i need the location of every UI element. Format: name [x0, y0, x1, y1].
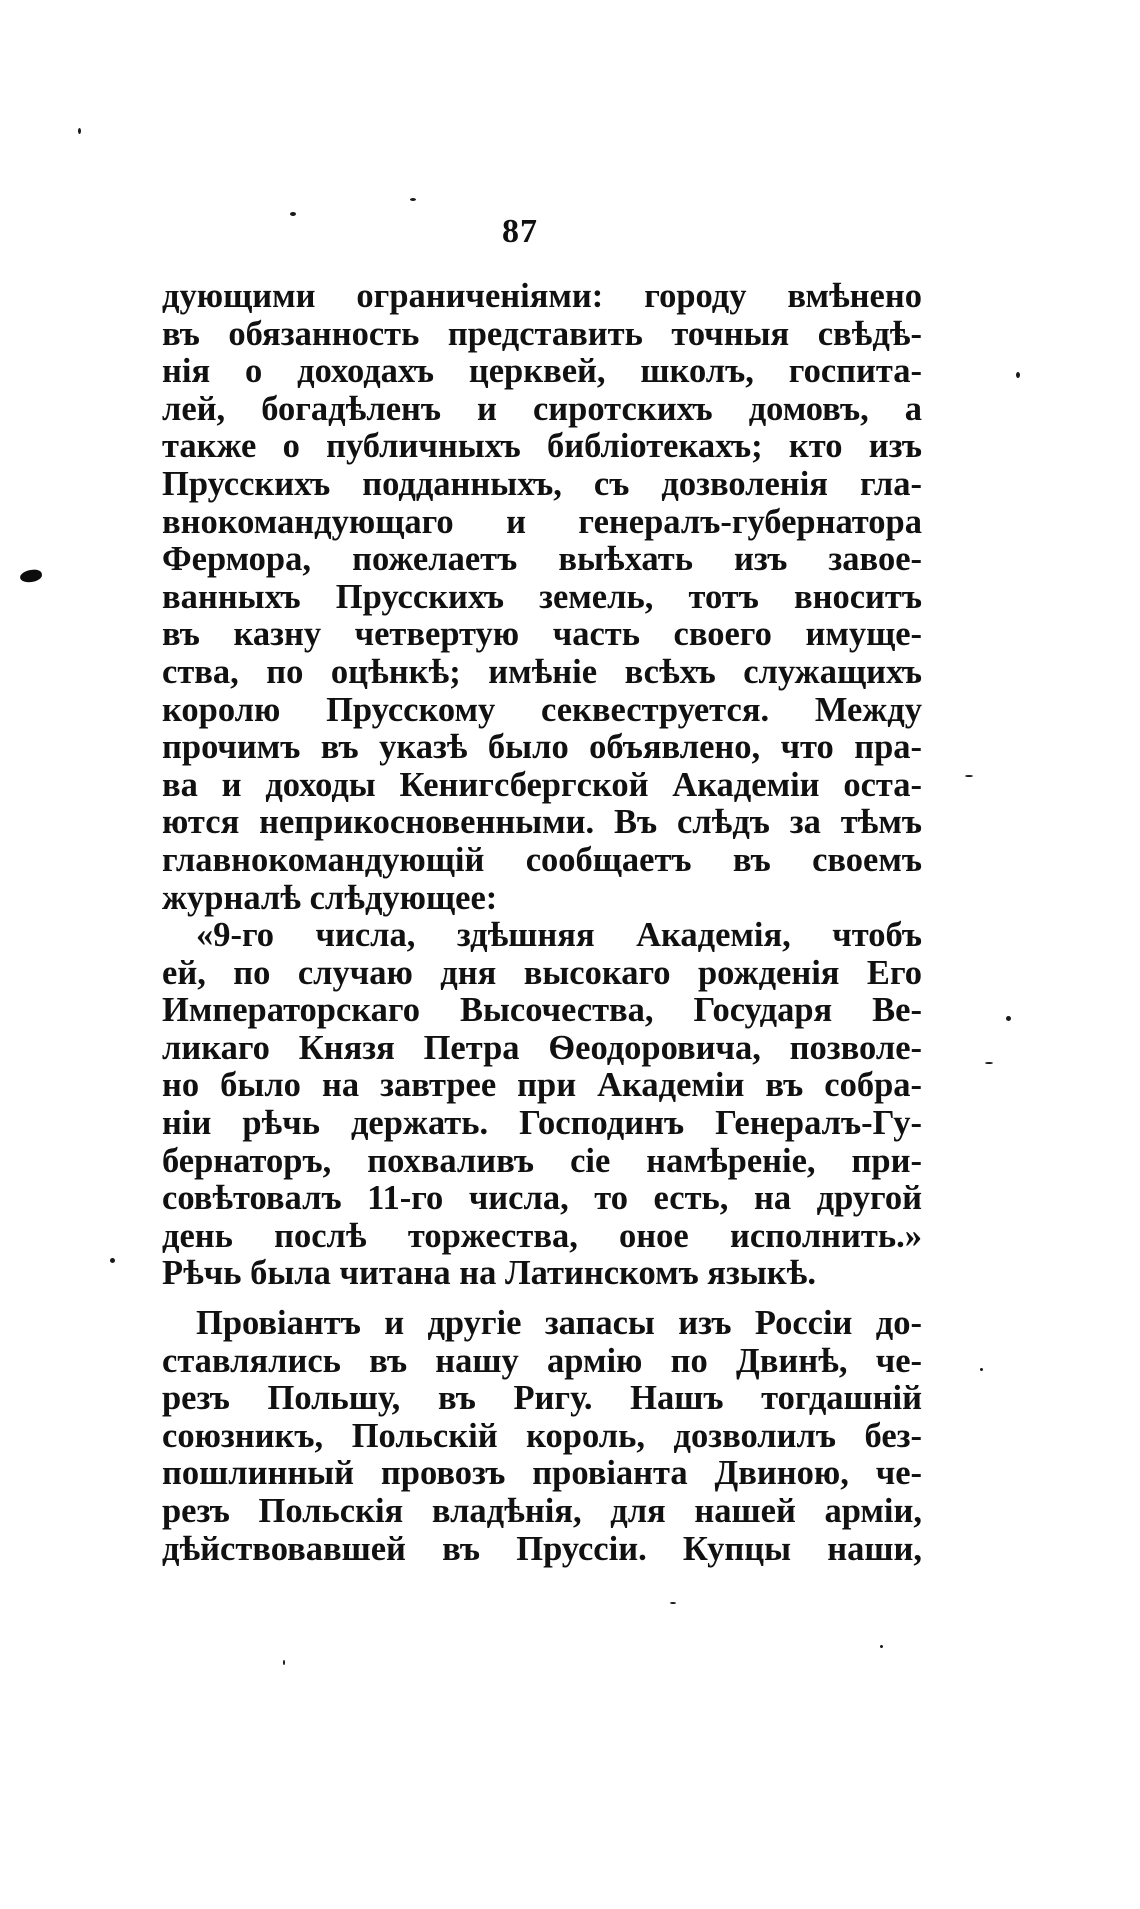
- text-line: журналѣ слѣдующее:: [162, 878, 498, 917]
- text-line: дующими ограниченіями: городу вмѣнено: [162, 277, 922, 315]
- scan-speck: [110, 1258, 115, 1263]
- scan-speck: [980, 1368, 983, 1371]
- text-line: ванныхъ Прусскихъ земель, тотъ вноситъ: [162, 577, 922, 616]
- paragraph-3: [162, 1305, 922, 1568]
- text-line: въ обязанность представить точныя свѣдѣ-: [162, 314, 922, 353]
- page-number: 87: [502, 213, 538, 250]
- text-line: лей, богадѣленъ и сиротскихъ домовъ, а: [162, 389, 922, 428]
- text-line: главнокомандующій сообщаетъ въ своемъ: [162, 840, 922, 879]
- text-line: резъ Польшу, въ Ригу. Нашъ тогдашній: [162, 1379, 922, 1418]
- ink-blot-mark: [19, 569, 42, 584]
- scan-speck: [290, 212, 296, 216]
- scan-speck: [985, 1062, 993, 1064]
- scan-speck: [965, 775, 973, 777]
- text-line: ніи рѣчь держать. Господинъ Генералъ-Гу-: [162, 1104, 922, 1143]
- text-line: ставлялись въ нашу армію по Двинѣ, че-: [162, 1341, 922, 1380]
- scan-speck: [1006, 1016, 1011, 1021]
- text-line: Провіантъ и другіе запасы изъ Россіи до-: [196, 1304, 922, 1343]
- text-line: нія о доходахъ церквей, школъ, госпита-: [162, 352, 922, 391]
- text-line: день послѣ торжества, оное исполнить.»: [162, 1216, 922, 1255]
- text-line: Прусскихъ подданныхъ, съ дозволенія гла-: [162, 464, 922, 503]
- paragraph-2-quotation: [162, 917, 922, 1293]
- text-line: совѣтовалъ 11-го числа, то есть, на другой: [162, 1179, 922, 1218]
- scan-speck: [1016, 372, 1020, 378]
- text-line: союзникъ, Польскій король, дозволилъ без-: [162, 1416, 922, 1455]
- text-line: Рѣчь была читана на Латинскомъ языкѣ.: [162, 1254, 816, 1293]
- text-line: ей, по случаю дня высокаго рожденія Его: [162, 953, 922, 992]
- paragraph-1: [162, 278, 922, 917]
- text-line: но было на завтрее при Академіи въ собра-: [162, 1066, 922, 1105]
- text-line: внокомандующаго и генералъ-губернатора: [162, 502, 922, 541]
- text-line: «9-го числа, здѣшняя Академія, чтобъ: [196, 916, 922, 955]
- text-line: ются неприкосновенными. Въ слѣдъ за тѣмъ: [162, 803, 922, 842]
- text-line: прочимъ въ указѣ было объявлено, что пра-: [162, 728, 922, 767]
- text-line: также о публичныхъ библіотекахъ; кто изъ: [162, 427, 922, 466]
- text-line: резъ Польскія владѣнія, для нашей арміи,: [162, 1492, 922, 1530]
- text-line: Фермора, пожелаетъ выѣхать изъ завое-: [162, 540, 922, 579]
- text-line: дѣйствовавшей въ Пруссіи. Купцы наши,: [162, 1529, 922, 1568]
- text-line: королю Прусскому секвеструется. Между: [162, 690, 922, 729]
- text-line: Императорскаго Высочества, Государя Ве-: [162, 991, 922, 1030]
- scan-speck: [880, 1645, 883, 1648]
- text-line: въ казну четвертую часть своего имуще-: [162, 615, 922, 654]
- text-line: бернаторъ, похваливъ сіе намѣреніе, при-: [162, 1141, 922, 1180]
- text-line: пошлинный провозъ провіанта Двиною, че-: [162, 1454, 922, 1493]
- scan-speck: [670, 1602, 676, 1604]
- scan-speck: [283, 1660, 285, 1665]
- text-line: ликаго Князя Петра Ѳеодоровича, позволе-: [162, 1028, 922, 1067]
- scan-speck: [410, 198, 416, 201]
- scan-speck: [78, 128, 81, 134]
- text-line: ства, по оцѣнкѣ; имѣніе всѣхъ служащихъ: [162, 652, 922, 691]
- body-text: [162, 278, 922, 1568]
- text-line: ва и доходы Кенигсбергской Академіи оста-: [162, 765, 922, 804]
